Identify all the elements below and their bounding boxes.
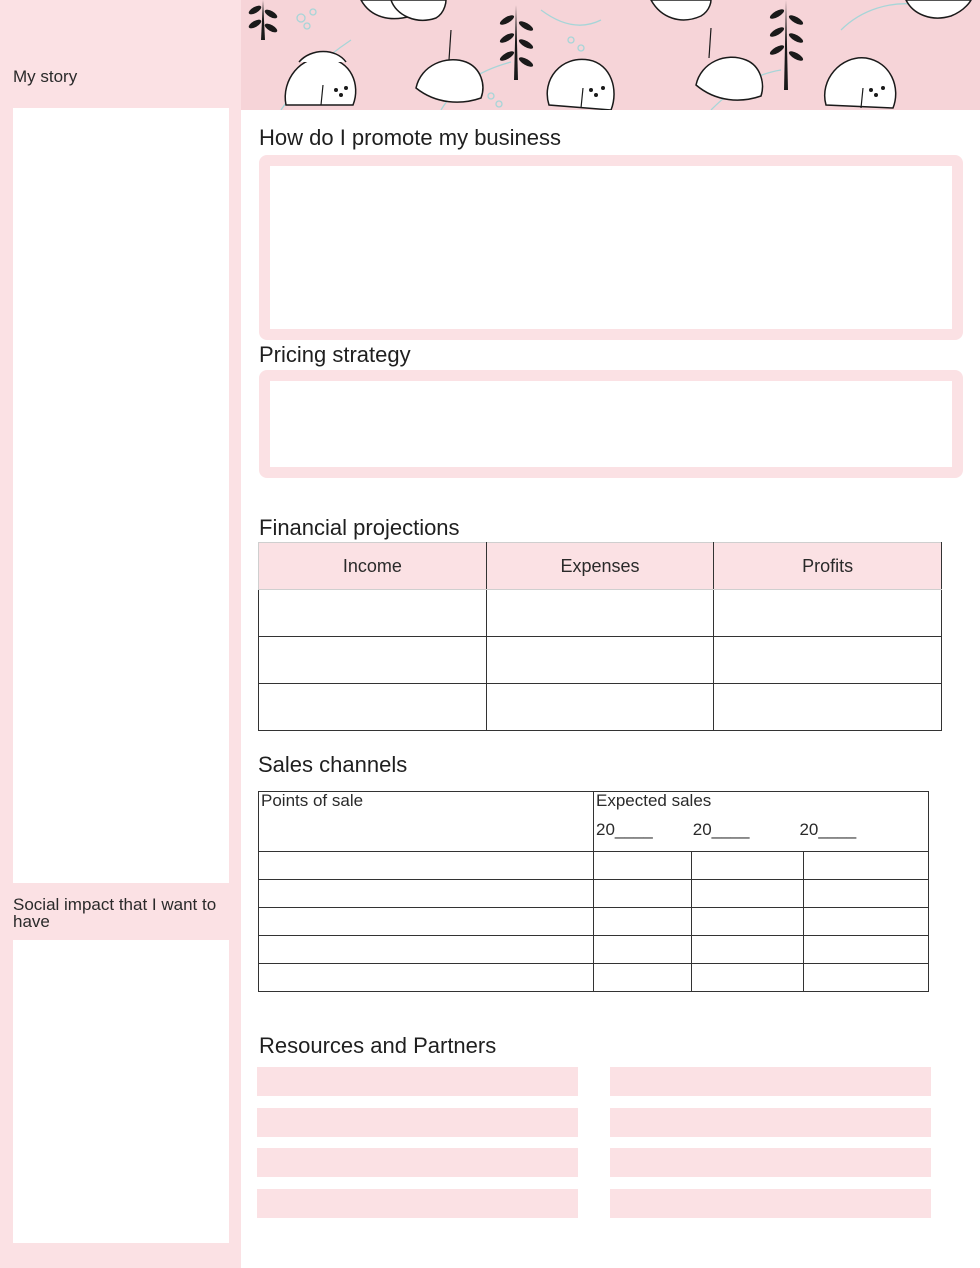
floral-pattern-icon (241, 0, 980, 110)
table-cell[interactable] (259, 852, 594, 880)
resources-heading: Resources and Partners (259, 1033, 497, 1058)
table-cell[interactable] (259, 880, 594, 908)
table-cell[interactable] (594, 936, 692, 964)
table-cell[interactable] (259, 964, 594, 992)
table-cell[interactable] (259, 908, 594, 936)
table-row (259, 908, 929, 936)
table-cell[interactable] (594, 908, 692, 936)
table-cell[interactable] (714, 684, 942, 731)
pricing-box[interactable] (259, 370, 963, 478)
resource-field[interactable] (257, 1189, 578, 1218)
table-cell[interactable] (804, 880, 929, 908)
year-label-3[interactable]: 20____ (799, 820, 857, 839)
resource-field[interactable] (257, 1108, 578, 1137)
year-label-2[interactable]: 20____ (692, 820, 750, 839)
my-story-label: My story (13, 67, 78, 86)
profits-header: Profits (714, 543, 942, 590)
table-row (259, 590, 942, 637)
table-row (259, 936, 929, 964)
table-cell[interactable] (692, 880, 804, 908)
table-cell[interactable] (692, 908, 804, 936)
my-story-box[interactable] (13, 108, 229, 883)
expected-sales-header (594, 792, 929, 852)
table-cell[interactable] (594, 880, 692, 908)
table-cell[interactable] (692, 964, 804, 992)
table-row (259, 852, 929, 880)
year-labels (594, 820, 928, 840)
pricing-heading: Pricing strategy (259, 342, 411, 367)
table-cell[interactable] (804, 908, 929, 936)
table-row (259, 964, 929, 992)
financial-table (258, 542, 942, 731)
expenses-header: Expenses (486, 543, 714, 590)
table-cell[interactable] (692, 852, 804, 880)
social-impact-box[interactable] (13, 940, 229, 1243)
table-cell[interactable] (486, 637, 714, 684)
resource-field[interactable] (610, 1108, 931, 1137)
expected-sales-label: Expected sales (596, 791, 712, 810)
resource-field[interactable] (257, 1067, 578, 1096)
table-cell[interactable] (692, 936, 804, 964)
promote-box[interactable] (259, 155, 963, 340)
sales-header-row (259, 792, 929, 852)
resource-field[interactable] (257, 1148, 578, 1177)
table-cell[interactable] (594, 964, 692, 992)
table-cell[interactable] (594, 852, 692, 880)
table-cell[interactable] (259, 684, 487, 731)
table-cell[interactable] (804, 936, 929, 964)
table-cell[interactable] (259, 936, 594, 964)
sales-heading: Sales channels (258, 752, 408, 777)
resource-field[interactable] (610, 1067, 931, 1096)
resource-field[interactable] (610, 1148, 931, 1177)
sales-table (258, 791, 929, 992)
points-of-sale-header (259, 792, 594, 852)
points-of-sale-label: Points of sale (261, 791, 364, 810)
table-cell[interactable] (804, 964, 929, 992)
table-cell[interactable] (486, 590, 714, 637)
floral-banner (241, 0, 980, 110)
table-cell[interactable] (714, 590, 942, 637)
financial-heading: Financial projections (259, 515, 460, 540)
table-row (259, 880, 929, 908)
table-cell[interactable] (486, 684, 714, 731)
resource-field[interactable] (610, 1189, 931, 1218)
table-row (259, 684, 942, 731)
table-row (259, 637, 942, 684)
income-header: Income (259, 543, 487, 590)
social-impact-label: Social impact that I want to have (13, 895, 217, 931)
year-label-1[interactable]: 20____ (596, 820, 653, 839)
financial-header-row (259, 543, 942, 590)
table-cell[interactable] (259, 590, 487, 637)
promote-heading: How do I promote my business (259, 125, 562, 150)
table-cell[interactable] (714, 637, 942, 684)
table-cell[interactable] (804, 852, 929, 880)
table-cell[interactable] (259, 637, 487, 684)
sidebar (0, 0, 241, 1268)
